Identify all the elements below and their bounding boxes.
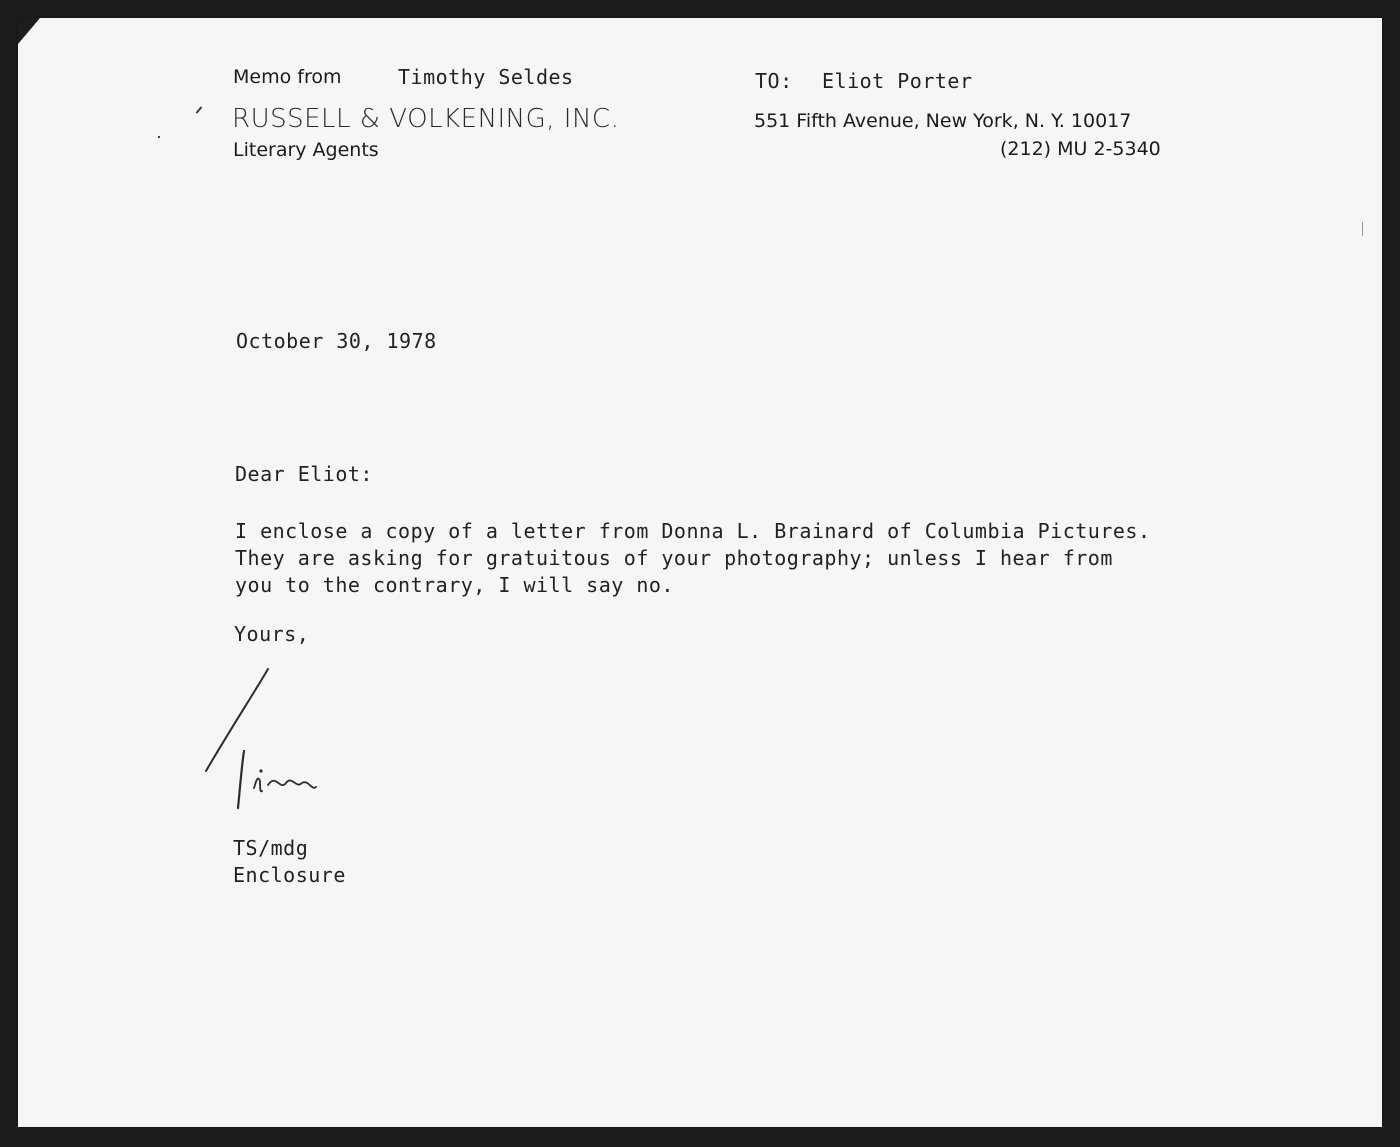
recipient-name: Eliot Porter: [822, 69, 973, 93]
stray-mark: [196, 106, 203, 113]
memo-sender: Timothy Seldes: [398, 65, 574, 89]
body-line: you to the contrary, I will say no.: [235, 573, 674, 597]
to-label: TO:: [755, 69, 793, 93]
enclosure-note: Enclosure: [233, 863, 346, 887]
body-line: I enclose a copy of a letter from Donna L. Brainard of Columbia Pictures.: [235, 519, 1151, 543]
folded-corner: [18, 18, 40, 44]
stray-mark: [1362, 222, 1363, 236]
firm-name: RUSSELL & VOLKENING, INC.: [232, 104, 620, 134]
handwritten-signature: [198, 663, 358, 813]
letter-date: October 30, 1978: [236, 329, 437, 353]
firm-address: 551 Fifth Avenue, New York, N. Y. 10017: [754, 110, 1132, 132]
body-line: They are asking for gratuitous of your photography; unless I hear from: [235, 546, 1113, 570]
typist-initials: TS/mdg: [233, 836, 309, 860]
letter-page: [18, 18, 1382, 1127]
stray-mark: [158, 136, 160, 138]
body-paragraph: [235, 518, 1151, 599]
memo-from-label: Memo from: [233, 66, 342, 88]
firm-phone: (212) MU 2-5340: [1000, 138, 1161, 160]
salutation: Dear Eliot:: [235, 462, 373, 486]
closing: Yours,: [234, 622, 310, 646]
firm-subtitle: Literary Agents: [233, 139, 379, 161]
